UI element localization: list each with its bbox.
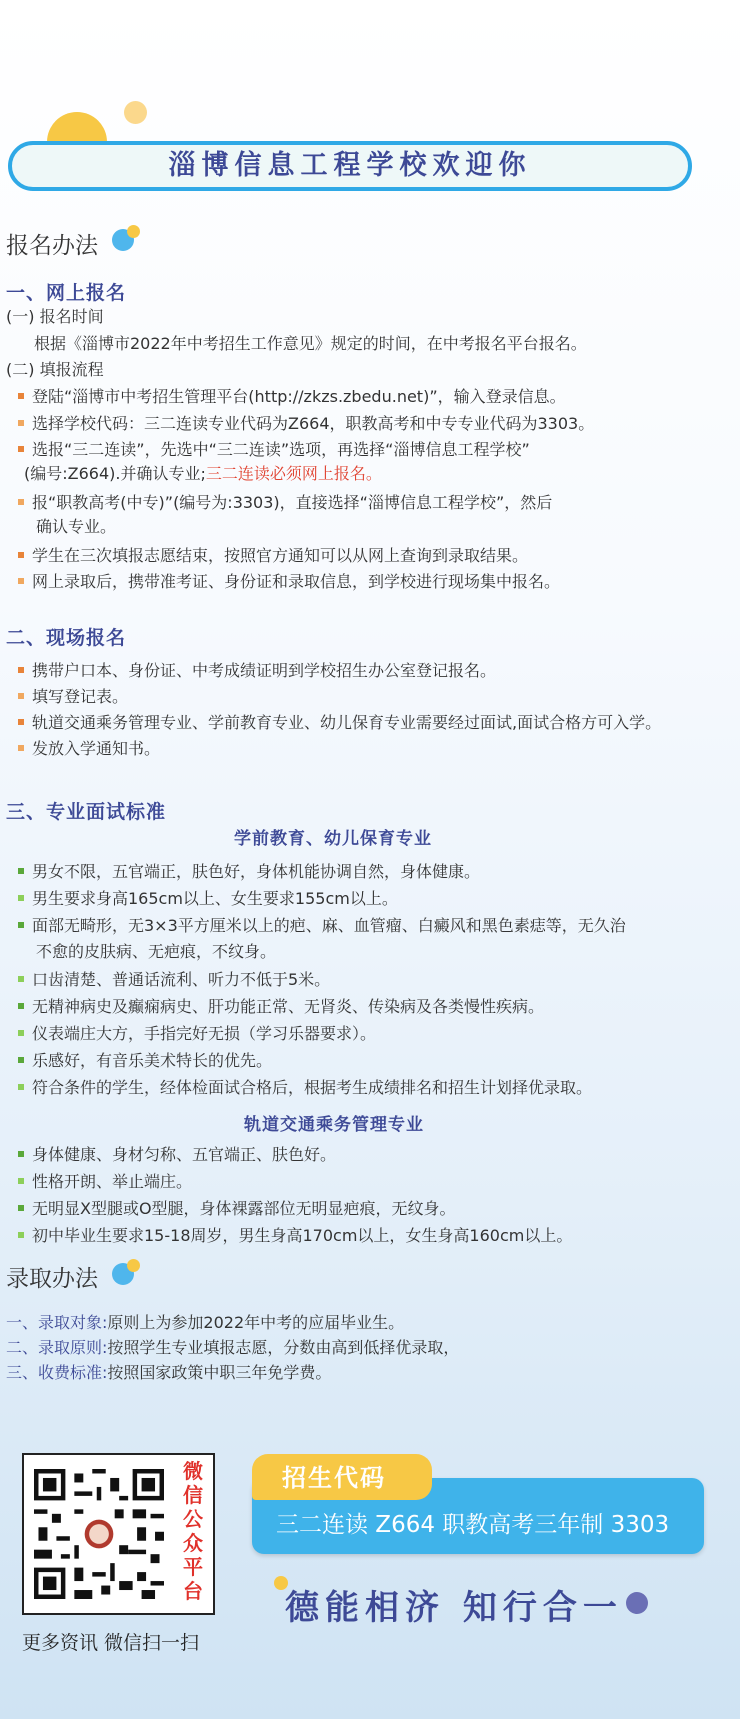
admission-item: 三、收费标准:按照国家政策中职三年免学费。 [6,1363,332,1382]
list-item: 网上录取后，携带准考证、身份证和录取信息，到学校进行现场集中报名。 [18,569,560,592]
banner-title: 淄博信息工程学校欢迎你 [168,150,532,181]
qr-code[interactable] [34,1465,164,1603]
time-label: (一) 报名时间 [6,307,104,326]
list-item: 口齿清楚、普通话流利、听力不低于5米。 [18,967,330,990]
preschool-title: 学前教育、幼儿保育专业 [234,829,432,849]
list-item: 男女不限，五官端正，肤色好，身体机能协调自然，身体健康。 [18,859,480,882]
welcome-banner [8,141,692,191]
list-item: 身体健康、身材匀称、五官端正、肤色好。 [18,1142,336,1165]
list-item: 男生要求身高165cm以上、女生要求155cm以上。 [18,886,398,909]
online-title: 一、网上报名 [6,282,127,304]
enroll-code-line: 三二连读 Z664 职教高考三年制 3303 [276,1512,670,1538]
list-item: 仪表端庄大方，手指完好无损（学习乐器要求）。 [18,1021,376,1044]
list-item: 携带户口本、身份证、中考成绩证明到学校招生办公室登记报名。 [18,658,496,681]
rail-title: 轨道交通乘务管理专业 [244,1115,424,1135]
list-item: 初中毕业生要求15-18周岁，男生身高170cm以上，女生身高160cm以上。 [18,1223,572,1246]
list-item: 性格开朗、举止端庄。 [18,1169,192,1192]
admission-item: 二、录取原则:按照学生专业填报志愿，分数由高到低择优录取， [6,1338,460,1357]
admission-heading: 录取办法 [6,1266,98,1292]
list-item: 登陆“淄博市中考招生管理平台(http://zkzs.zbedu.net)”，输入登录信息。 [18,384,566,407]
interview-title: 三、专业面试标准 [6,801,167,823]
flow-label: (二) 填报流程 [6,360,104,379]
onsite-title: 二、现场报名 [6,627,127,649]
wechat-label: 微信公众平台 [183,1459,203,1603]
list-item: 学生在三次填报志愿结束，按照官方通知可以从网上查询到录取结果。 [18,543,528,566]
qr-caption: 更多资讯 微信扫一扫 [22,1632,200,1654]
admission-item: 一、录取对象:原则上为参加2022年中考的应届毕业生。 [6,1313,405,1332]
list-item: 面部无畸形，无3×3平方厘米以上的疤、麻、血管瘤、白癜风和黑色素痣等，无久治 [18,913,626,936]
list-item: 选报“三二连读”，先选中“三二连读”选项，再选择“淄博信息工程学校” [18,437,530,460]
list-item: 轨道交通乘务管理专业、学前教育专业、幼儿保育专业需要经过面试,面试合格方可入学。 [18,710,661,733]
list-item-continuation: 不愈的皮肤病、无疤痕，不纹身。 [36,942,277,961]
list-item: 报“职教高考(中专)”(编号为:3303)，直接选择“淄博信息工程学校”，然后 [18,490,552,513]
list-item: 填写登记表。 [18,684,128,707]
list-item: 无明显X型腿或O型腿，身体裸露部位无明显疤痕，无纹身。 [18,1196,456,1219]
list-item: 选择学校代码：三二连读专业代码为Z664，职教高考和中专专业代码为3303。 [18,411,594,434]
school-motto: 德能相济 知行合一 [285,1588,623,1628]
time-text: 根据《淄博市2022年中考招生工作意见》规定的时间，在中考报名平台报名。 [34,334,587,353]
list-item: 乐感好，有音乐美术特长的优先。 [18,1048,272,1071]
list-item-continuation: 确认专业。 [36,517,117,536]
decor-motto-moon [626,1592,648,1614]
list-item-continuation: (编号:Z664).并确认专业;三二连读必须网上报名。 [24,464,382,483]
list-item: 发放入学通知书。 [18,736,160,759]
decor-small-circle [124,101,147,124]
list-item: 符合条件的学生，经体检面试合格后，根据考生成绩排名和招生计划择优录取。 [18,1075,592,1098]
list-item: 无精神病史及癫痫病史、肝功能正常、无肾炎、传染病及各类慢性疾病。 [18,994,544,1017]
enroll-code-title: 招生代码 [282,1464,386,1492]
enroll-heading: 报名办法 [6,233,98,259]
